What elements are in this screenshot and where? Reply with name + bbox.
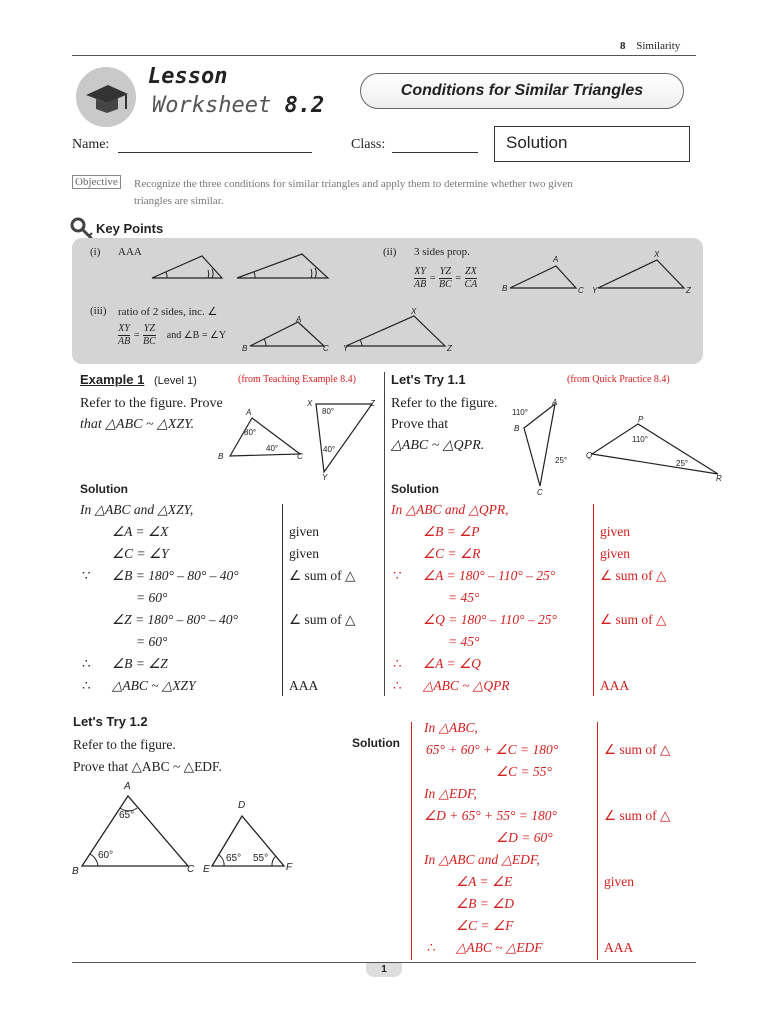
lt11-step-symbol: ∴ xyxy=(393,656,402,671)
lt11-angle-B: 110° xyxy=(512,408,528,417)
kp-sss-triangle-1 xyxy=(510,266,576,288)
ex1-step-statement: ∠Z = 180° – 80° – 40° xyxy=(112,612,238,627)
solution-box: Solution xyxy=(494,126,690,162)
lt12-divider-2 xyxy=(597,722,598,960)
lt11-step-reason: AAA xyxy=(600,678,630,693)
lt12-divider-1 xyxy=(411,722,412,960)
ex1-step-reason: ∠ sum of △ xyxy=(289,568,356,583)
class-label: Class: xyxy=(351,137,386,152)
lt11-step-reason: given xyxy=(600,546,630,561)
kp-sas-vertex-X: X xyxy=(411,307,417,316)
lt12-step-statement: △ABC ~ △EDF xyxy=(456,940,543,955)
ex1-step-statement: △ABC ~ △XZY xyxy=(112,678,196,693)
ex1-vertex-Y: Y xyxy=(322,473,328,482)
kp-ii-f2-den: BC xyxy=(438,279,452,290)
kp-aaa-triangle-2 xyxy=(237,254,328,278)
kp-iii-label: (iii) xyxy=(90,305,107,317)
kp-sss-vertex-X: X xyxy=(654,250,660,259)
lt11-step-reason: ∠ sum of △ xyxy=(600,612,667,627)
ex1-step-symbol: ∴ xyxy=(82,678,91,693)
ex1-angle-Y: 40° xyxy=(323,445,336,454)
objective-text xyxy=(134,176,573,210)
kp-ii-f1-den: AB xyxy=(414,279,427,290)
kp-sas-vertex-B: B xyxy=(242,344,248,353)
kp-sss-vertex-B: B xyxy=(502,284,508,293)
kp-sas-triangle-1 xyxy=(250,322,324,346)
lt12-question xyxy=(73,734,222,778)
kp-sss-vertex-Y: Y xyxy=(592,286,598,295)
lt12-step-statement: ∠B = ∠D xyxy=(456,896,515,911)
lt12-step-statement: 65° + 60° + ∠C = 180° xyxy=(426,742,559,757)
kp-ii-label: (ii) xyxy=(383,246,397,258)
lt12-step-symbol: ∴ xyxy=(427,940,436,955)
chapter-header xyxy=(620,40,680,52)
ex1-vertex-Z: Z xyxy=(370,399,375,408)
lt11-vertex-R: R xyxy=(716,474,722,483)
worksheet-number: 8.2 xyxy=(284,93,325,118)
lt11-vertex-C: C xyxy=(537,488,543,497)
lt12-title: Let's Try 1.2 xyxy=(73,714,148,729)
lt12-step-statement: ∠A = ∠E xyxy=(456,874,513,889)
kp-ii-f1-num: XY xyxy=(414,266,426,277)
ex1-vertex-A: A xyxy=(246,408,252,417)
worksheet-label: Worksheet xyxy=(152,93,272,118)
objective-label: Objective xyxy=(72,175,121,189)
ex1-level: (Level 1) xyxy=(153,375,197,387)
page-number: 1 xyxy=(366,963,402,977)
ex1-title-text: Example 1 xyxy=(80,372,145,387)
class-field[interactable] xyxy=(392,152,478,153)
ex1-figure xyxy=(216,398,386,482)
lt12-vertex-A: A xyxy=(124,781,131,792)
lt11-step-statement: ∠A = ∠Q xyxy=(423,656,481,671)
kp-sss-vertex-C: C xyxy=(578,286,584,295)
lt12-step-statement: ∠C = ∠F xyxy=(456,918,514,933)
lt11-angle-C: 25° xyxy=(555,456,568,465)
lt11-step-statement: △ABC ~ △QPR xyxy=(423,678,510,693)
kp-aaa-triangle-1 xyxy=(152,256,222,278)
ex1-source: (from Teaching Example 8.4) xyxy=(238,374,356,385)
ex1-step-statement: In △ABC and △XZY, xyxy=(80,502,194,517)
header-rule xyxy=(72,55,696,56)
ex1-vertex-C: C xyxy=(297,452,303,461)
ex1-angle-C: 40° xyxy=(266,444,279,453)
lt11-step-symbol: ∵ xyxy=(393,568,402,583)
kp-ii-f3-num: ZX xyxy=(465,266,477,277)
lt12-angle-E: 65° xyxy=(226,853,242,864)
lt11-step-statement: ∠Q = 180° – 110° – 25° xyxy=(423,612,557,627)
kp-sas-vertex-C: C xyxy=(323,344,329,353)
lt12-vertex-B: B xyxy=(72,866,79,877)
ex1-step-reason: AAA xyxy=(289,678,319,693)
lt11-step-symbol: ∴ xyxy=(393,678,402,693)
kp-ii-ratios: $\frac{XY}{AB}$ = $\frac{YZ}{BC}$ = $\frac{ZX}{CA}$ xyxy=(414,266,478,290)
lt12-angle-A: 65° xyxy=(119,810,135,821)
lt12-question-line-1: Refer to the figure. xyxy=(73,737,176,752)
lt11-source: (from Quick Practice 8.4) xyxy=(567,374,670,385)
lt12-question-line-2: Prove that △ABC ~ △EDF. xyxy=(73,759,222,774)
lt11-question-line-1: Refer to the figure. xyxy=(391,396,498,411)
lt11-step-statement: ∠A = 180° – 110° – 25° xyxy=(423,568,556,583)
lt12-step-reason: AAA xyxy=(604,940,634,955)
lt11-figure xyxy=(510,398,730,494)
ex1-vertex-X: X xyxy=(307,399,313,408)
ex1-step-statement: ∠C = ∠Y xyxy=(112,546,169,561)
lt11-step-statement: ∠C = ∠R xyxy=(423,546,481,561)
lt11-triangle-QPR xyxy=(592,424,718,474)
kp-sss-vertex-Z: Z xyxy=(686,286,691,295)
kp-iii-f1-den: AB xyxy=(118,336,131,347)
lt11-step-statement: = 45° xyxy=(448,634,480,649)
topic-title: Conditions for Similar Triangles xyxy=(360,73,684,109)
lt11-step-reason: ∠ sum of △ xyxy=(600,568,667,583)
lt12-step-reason: ∠ sum of △ xyxy=(604,742,671,757)
ex1-step-symbol: ∴ xyxy=(82,656,91,671)
kp-sas-vertex-Z: Z xyxy=(447,344,452,353)
ex1-divider-2 xyxy=(384,372,385,696)
lt11-step-statement: In △ABC and △QPR, xyxy=(391,502,509,517)
lt12-step-statement: ∠D = 60° xyxy=(496,830,553,845)
ex1-angle-A: 80° xyxy=(244,428,257,437)
lt12-step-reason: ∠ sum of △ xyxy=(604,808,671,823)
kp-sss-triangle-2 xyxy=(598,260,684,288)
ex1-angle-X: 80° xyxy=(322,407,335,416)
ex1-step-reason: given xyxy=(289,524,319,539)
lesson-label: Lesson xyxy=(148,64,228,89)
lt11-vertex-B: B xyxy=(514,424,520,433)
ex1-step-statement: ∠B = 180° – 80° – 40° xyxy=(112,568,239,583)
lt12-solution-label: Solution xyxy=(352,736,400,750)
lt12-step-statement: In △ABC and △EDF, xyxy=(424,852,540,867)
lt12-vertex-F: F xyxy=(286,862,293,873)
lt11-angle-R: 25° xyxy=(676,459,689,468)
lt12-angle-B: 60° xyxy=(98,850,114,861)
ex1-step-statement: = 60° xyxy=(136,590,168,605)
lt12-angle-F: 55° xyxy=(253,853,269,864)
lt11-solution-label: Solution xyxy=(391,482,439,496)
lt11-step-reason: given xyxy=(600,524,630,539)
kp-i-text: AAA xyxy=(118,246,142,258)
kp-sss-triangles xyxy=(500,250,700,296)
ex1-question xyxy=(80,393,223,435)
kp-iii-angle-condition: and ∠B = ∠Y xyxy=(166,330,227,341)
kp-sas-triangles xyxy=(240,310,460,352)
kp-iii-f1-num: XY xyxy=(118,323,130,334)
ex1-solution-label: Solution xyxy=(80,482,128,496)
lt11-vertex-A: A xyxy=(552,398,558,407)
ex1-step-reason: given xyxy=(289,546,319,561)
lt11-angle-P: 110° xyxy=(632,435,648,444)
lt12-step-statement: ∠C = 55° xyxy=(496,764,552,779)
kp-aaa-triangles xyxy=(140,248,340,284)
kp-sss-vertex-A: A xyxy=(553,255,559,264)
ex1-step-statement: ∠B = ∠Z xyxy=(112,656,168,671)
kp-i-label: (i) xyxy=(90,246,101,258)
lt11-vertex-Q: Q xyxy=(586,451,593,460)
ex1-vertex-B: B xyxy=(218,452,224,461)
ex1-divider-1 xyxy=(282,504,283,696)
graduation-cap-icon xyxy=(76,67,136,127)
kp-ii-text: 3 sides prop. xyxy=(414,246,470,258)
ex1-question-line-2: that △ABC ~ △XZY. xyxy=(80,417,195,432)
objective-line-1: Recognize the three conditions for similar triangles and apply them to determine whether two given xyxy=(134,178,573,190)
lt11-vertex-P: P xyxy=(638,415,644,424)
objective-line-2: triangles are similar. xyxy=(134,195,224,207)
lt11-step-statement: ∠B = ∠P xyxy=(423,524,480,539)
kp-ii-f3-den: CA xyxy=(464,279,478,290)
ex1-step-statement: = 60° xyxy=(136,634,168,649)
kp-sas-vertex-A: A xyxy=(296,315,302,324)
kp-sas-vertex-Y: Y xyxy=(343,344,349,353)
ex1-step-reason: ∠ sum of △ xyxy=(289,612,356,627)
ex1-step-symbol: ∵ xyxy=(82,568,91,583)
lt12-step-statement: ∠D + 65° + 55° = 180° xyxy=(424,808,557,823)
lt11-step-statement: = 45° xyxy=(448,590,480,605)
kp-iii-f2-den: BC xyxy=(142,336,156,347)
lt12-step-reason: given xyxy=(604,874,634,889)
lt12-vertex-E: E xyxy=(203,864,210,875)
lt11-question-line-3: △ABC ~ △QPR. xyxy=(391,438,485,453)
lt11-question xyxy=(391,393,498,456)
worksheet-title xyxy=(152,93,324,118)
kp-iii-f2-num: YZ xyxy=(143,323,155,334)
ex1-title xyxy=(80,372,197,387)
name-label: Name: xyxy=(72,137,110,152)
lt12-vertex-D: D xyxy=(238,800,246,811)
chapter-number: 8 xyxy=(620,40,626,52)
lt11-title: Let's Try 1.1 xyxy=(391,372,466,387)
lt11-divider xyxy=(593,504,594,696)
kp-iii-ratios: $\frac{XY}{AB}$ = $\frac{YZ}{BC}$ and ∠B = ∠Y xyxy=(118,323,227,347)
lt12-step-statement: In △EDF, xyxy=(424,786,477,801)
lt12-vertex-C: C xyxy=(187,864,195,875)
key-points-title: Key Points xyxy=(96,221,164,236)
ex1-question-line-1: Refer to the figure. Prove xyxy=(80,396,223,411)
lt11-triangle-ABC xyxy=(524,404,555,486)
kp-iii-text: ratio of 2 sides, inc. ∠ xyxy=(118,306,218,318)
ex1-step-statement: ∠A = ∠X xyxy=(112,524,169,539)
lt12-step-statement: In △ABC, xyxy=(424,720,478,735)
name-field[interactable] xyxy=(118,152,312,153)
lt11-question-line-2: Prove that xyxy=(391,417,449,432)
kp-ii-f2-num: YZ xyxy=(439,266,451,277)
chapter-name: Similarity xyxy=(636,40,681,52)
lesson-logo xyxy=(76,67,136,127)
ex1-triangle-ABC xyxy=(230,418,300,456)
